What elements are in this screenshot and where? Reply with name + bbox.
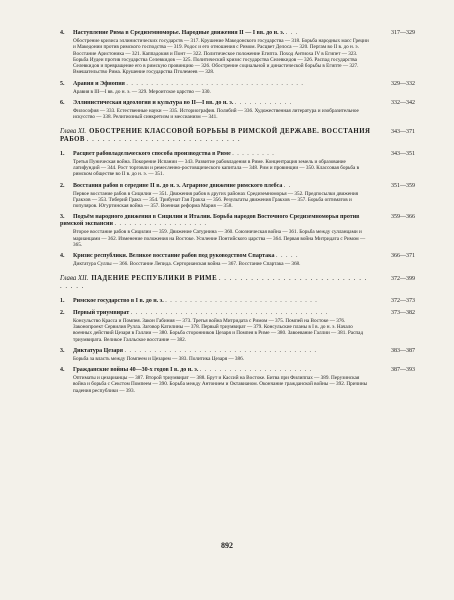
entry-summary: Консульство Красса и Помпея. Закон Габиния — 373. Третья война Митридата с Римом — 375. Помпей на Востоке — 376. Законопроект Сервилия Рулла. Заговор Катилины — 378. Первый триумвират — 379. Консульские планы в I в. до н. э. Начало военных действий Цезаря в Галлии — 380. Борьба сторонников Цезаря и Помпея в Риме — 380. Завоевание Галлии — 381. Распад триумвирата. Великое Галльское восстание — 382.: [73, 317, 364, 343]
entry-heading: [60, 100, 415, 107]
entry-number: 2.: [60, 182, 65, 189]
entry-title: Римское государство в I в. до н. э.: [73, 297, 164, 304]
entry-summary: Философия — 333. Естественные науки — 335. Историография. Полибий — 336. Художественная литература и изобразительное искусство — 338. Религиозный синкретизм и мессианизм — 341.: [73, 108, 359, 121]
entry-title: Первый триумвират: [73, 309, 130, 316]
chapter-title: ПАДЕНИЕ РЕСПУБЛИКИ В РИМЕ: [91, 274, 218, 282]
chapter-title: ОБОСТРЕНИЕ КЛАССОВОЙ БОРЬБЫ В РИМСКОЙ ДЕРЖАВЕ. ВОССТАНИЯ РАБОВ: [60, 127, 371, 144]
leader-dots: . . . . . . . . . . . . . . . . . . . . . . . . . . . . . . . . . . . .: [126, 80, 304, 87]
leader-dots: . . . . . . . . .: [232, 150, 275, 157]
toc-entry: [60, 310, 415, 343]
leader-dots: . . . . . . . . . . . . . . . . . . . . . . . . . . . . .: [86, 136, 241, 144]
entry-heading: [60, 367, 415, 374]
entry-summary: Первое восстание рабов в Сицилии — 351. Движения рабов в других районах Средиземноморья — 352. Предпосылки движения Гракхов — 353. Тиберий Гракх — 354. Трибунат Гая Гракха — 356. Результаты движения Гракхов — 357. Борьба оптиматов и популяров. Югуртинская война — 357. Военная реформа Мария — 358.: [73, 190, 359, 210]
entry-summary: Диктатура Суллы — 366. Восстание Лепида. Серторианская война — 367. Восстание Спартака — 368.: [73, 261, 301, 268]
entry-title: Расцвет рабовладельческого способа производства в Риме: [73, 150, 231, 157]
entry-title: Кризис республики. Великое восстание рабов под руководством Спартака: [73, 253, 275, 260]
chapter-label: Глава XII.: [60, 274, 89, 282]
entry-heading: [60, 310, 415, 317]
entry-number: 1.: [60, 150, 65, 157]
leader-dots: . . . . . . . . . . . . . . . . . . . . . . .: [199, 367, 313, 374]
entry-title: Аравия и Эфиопия: [73, 80, 125, 87]
leader-dots: . . . . . . . . . . . . . . . . . . . . . . . . . . . . . . . . . . . . . . .: [124, 347, 317, 354]
entry-page-range: 387—393: [391, 367, 415, 374]
chapter-heading: [60, 128, 415, 145]
entry-page-range: 351—359: [391, 182, 415, 189]
entry-heading: [60, 348, 415, 355]
entry-title: Диктатура Цезаря: [73, 347, 123, 354]
chapter-line: [60, 128, 415, 145]
entry-heading: [60, 30, 415, 37]
table-of-contents: [60, 30, 415, 399]
entry-heading: [60, 81, 415, 88]
leader-dots: . . . . . . . . . . . .: [234, 100, 293, 107]
entry-page-range: 317—329: [391, 30, 415, 36]
entry-title: Подъём народного движения в Сицилии и Италии. Борьба народов Восточного Средиземноморья против римской экспансии: [60, 214, 360, 228]
entry-number: 3.: [60, 347, 65, 354]
entry-page-range: 329—332: [391, 80, 415, 87]
toc-entry: [60, 367, 415, 394]
entry-summary: Третья Пуническая война. Покорение Испании — 343. Развитие рабовладения в Риме. Концентрация земель и образование латифундий — 344. Рост торговли и ремесленно-ростовщического капитала — 348. Рим и провинции — 350. Классовая борьба в римском обществе во II в. до н. э. — 351.: [73, 158, 360, 178]
entry-title: Наступление Рима в Средиземноморье. Народные движения II — I вв. до н. э.: [73, 30, 285, 36]
toc-entry: [60, 81, 415, 95]
entry-title: Восстания рабов в середине II в. до н. э. Аграрное движение римского плебса: [73, 182, 283, 189]
leader-dots: . . . . . . . . . . . . . . . . . . . . . . . . . . . . . . . . . . . . . . . .: [130, 309, 329, 316]
leader-dots: . . . . . . . . . . . . . . . . . . . . . . . . . . . . . . .: [165, 297, 318, 304]
entry-number: 4.: [60, 253, 65, 260]
chapter-label: Глава XI.: [60, 127, 87, 135]
entry-number: 2.: [60, 309, 65, 316]
toc-entry: [60, 151, 415, 178]
toc-entry: [60, 348, 415, 362]
entry-number: 3.: [60, 214, 65, 221]
entry-heading: [60, 151, 415, 158]
entry-number: 4.: [60, 30, 65, 36]
toc-entry: [60, 253, 415, 267]
entry-page-range: 343—351: [391, 150, 415, 157]
entry-page-range: 366—371: [391, 253, 415, 260]
entry-heading: [60, 183, 415, 190]
chapter-heading: [60, 275, 415, 292]
entry-page-range: 383—387: [391, 347, 415, 354]
entry-number: 4.: [60, 367, 65, 374]
entry-summary: Второе восстание рабов в Сицилии — 359. Движение Сатурнина — 360. Союзническая война — 361. Борьба между сулланцами и марианцами — 362. Изменение положения на Востоке. Усиление Понтийского царства — 364. Первая война Митридата с Римом — 365.: [73, 229, 366, 249]
entry-summary: Оптиматы и цезарианцы — 387. Второй триумвират — 388. Брут и Кассий на Востоке. Битва при Филиппах — 389. Перузинская война и борьба с Секстом Помпеем — 390. Борьба между Антонием и Октавианом. Окончание гражданской войны — 392. Причины падения республики — 393.: [73, 375, 368, 394]
entry-summary: Борьба за власть между Помпеем и Цезарем — 383. Политика Цезаря — 386.: [73, 355, 245, 362]
leader-dots: . . . . . . . . . . . . . . . . . . . . . . . . . . . . . . . . .: [60, 274, 368, 291]
toc-entry: [60, 298, 415, 305]
entry-page-range: 372—373: [391, 297, 415, 304]
entry-heading: [60, 214, 415, 228]
entry-number: 6.: [60, 100, 65, 107]
page-number: 892: [221, 541, 233, 550]
entry-heading: [60, 298, 415, 305]
entry-number: 1.: [60, 297, 65, 304]
entry-page-range: 373—382: [391, 309, 415, 316]
entry-page-range: 359—366: [391, 214, 415, 221]
entry-summary: Аравия в III—I вв. до н. э. — 329. Мероитское царство — 330.: [73, 88, 211, 95]
chapter-page-range: 343—371: [391, 128, 415, 135]
toc-entry: [60, 183, 415, 210]
entry-heading: [60, 253, 415, 260]
entry-title: Гражданские войны 40—30-х годов I в. до н. э.: [73, 367, 199, 374]
entry-title: Эллинистическая идеология и культура во II—I вв. до н. э.: [73, 100, 234, 107]
chapter-line: [60, 275, 415, 292]
leader-dots: . . . . .: [275, 253, 299, 260]
leader-dots: . .: [283, 182, 292, 189]
chapter-page-range: 372—399: [391, 275, 415, 282]
entry-page-range: 332—342: [391, 100, 415, 107]
leader-dots: . . . . . . . . . . . . . . . . . . .: [114, 221, 207, 228]
entry-number: 5.: [60, 80, 65, 87]
toc-entry: [60, 30, 415, 76]
leader-dots: . . .: [285, 30, 299, 36]
toc-entry: [60, 214, 415, 248]
entry-summary: Обострение кризиса эллинистических государств — 317. Крушение Македонского государства — 318. Борьба народных масс Греции и Македонии против римского господства — 319. Родос и его отношения с Римом. Расцвет Делоса — 320. Пергам во II в. до н. э. Восстание Аристоника — 321. Каппадокия и Понт — 322. Политическое положение Египта. Поход Антиоха IV в Египет — 323. Борьба Иудеи против государства Селевкидов — 325. Политический кризис государства Селевкидов — 326. Распад государства Селевкидов и превращение его в римскую провинцию — 326. Обострение социальной и династической борьбы в Египте — 327. Вмешательство Рима. Крушение государства Птолемеев — 328.: [73, 38, 369, 76]
toc-entry: [60, 100, 415, 121]
